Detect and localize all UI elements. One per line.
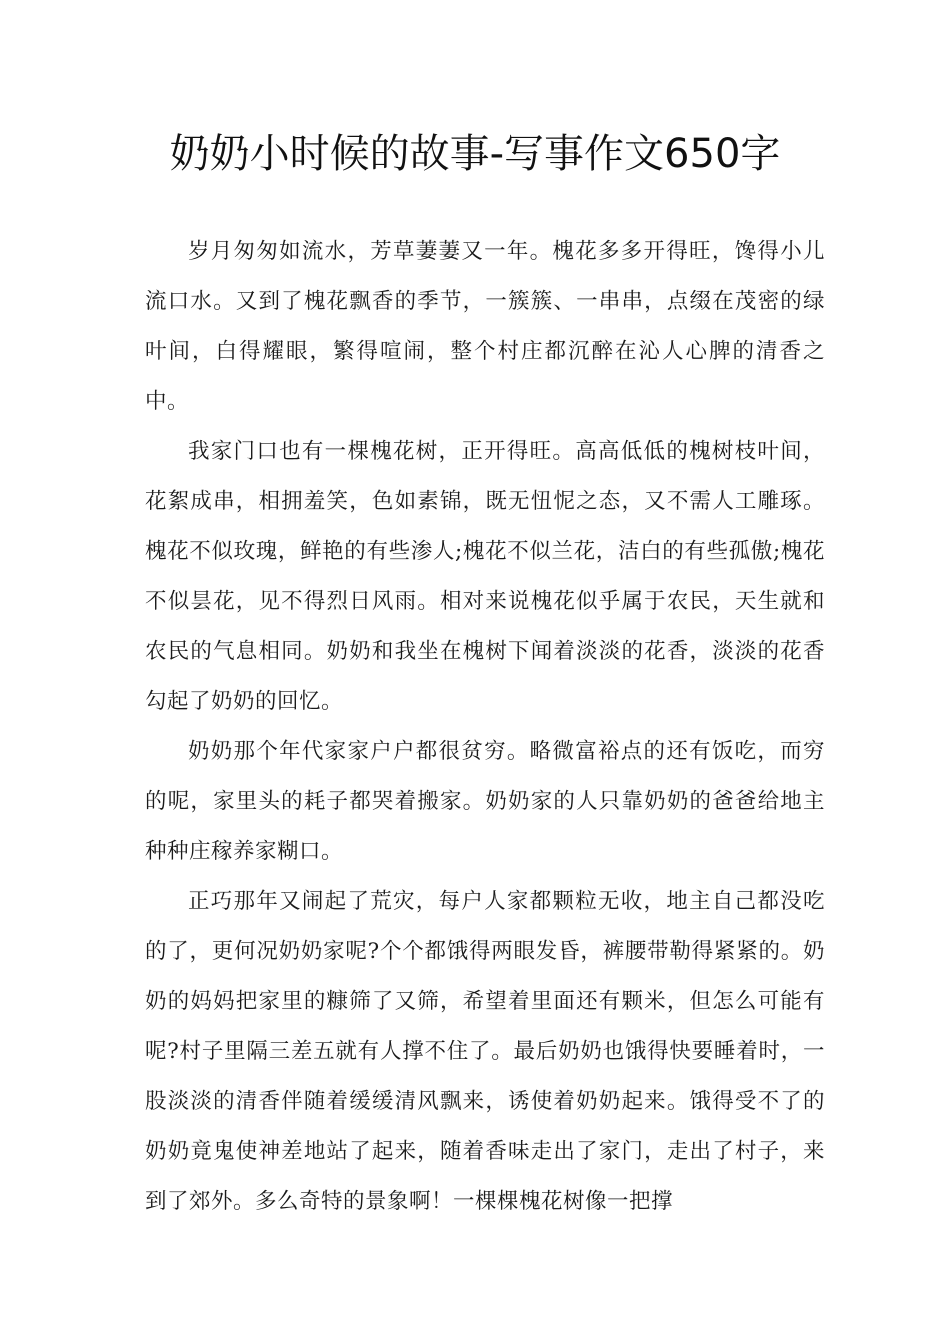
- paragraph-4: 正巧那年又闹起了荒灾，每户人家都颗粒无收，地主自己都没吃的了，更何况奶奶家呢?个个都饿得两眼发昏，裤腰带勒得紧紧的。奶奶的妈妈把家里的糠筛了又筛，希望着里面还有颗米，但怎么可能有呢?村子里隔三差五就有人撑不住了。最后奶奶也饿得快要睡着时，一股淡淡的清香伴随着缓缓清风飘来，诱使着奶奶起来。饿得受不了的奶奶竟鬼使神差地站了起来，随着香味走出了家门，走出了村子，来到了郊外。多么奇特的景象啊！一棵棵槐花树像一把撑: [145, 889, 825, 1214]
- paragraph-1: 岁月匆匆如流水，芳草萋萋又一年。槐花多多开得旺，馋得小儿流口水。又到了槐花飘香的季节，一簇簇、一串串，点缀在茂密的绿叶间，白得耀眼，繁得喧闹，整个村庄都沉醉在沁人心脾的清香之中。: [145, 239, 825, 414]
- document-body: [145, 227, 825, 1227]
- paragraph-2: 我家门口也有一棵槐花树，正开得旺。高高低低的槐树枝叶间，花絮成串，相拥羞笑，色如素锦，既无忸怩之态，又不需人工雕琢。槐花不似玫瑰，鲜艳的有些渗人;槐花不似兰花，洁白的有些孤傲;槐花不似昙花，见不得烈日风雨。相对来说槐花似乎属于农民，天生就和农民的气息相同。奶奶和我坐在槐树下闻着淡淡的花香，淡淡的花香勾起了奶奶的回忆。: [145, 439, 825, 714]
- paragraph-3: 奶奶那个年代家家户户都很贫穷。略微富裕点的还有饭吃，而穷的呢，家里头的耗子都哭着搬家。奶奶家的人只靠奶奶的爸爸给地主种种庄稼养家糊口。: [145, 739, 825, 864]
- document-title: 奶奶小时候的故事-写事作文650字: [169, 131, 781, 177]
